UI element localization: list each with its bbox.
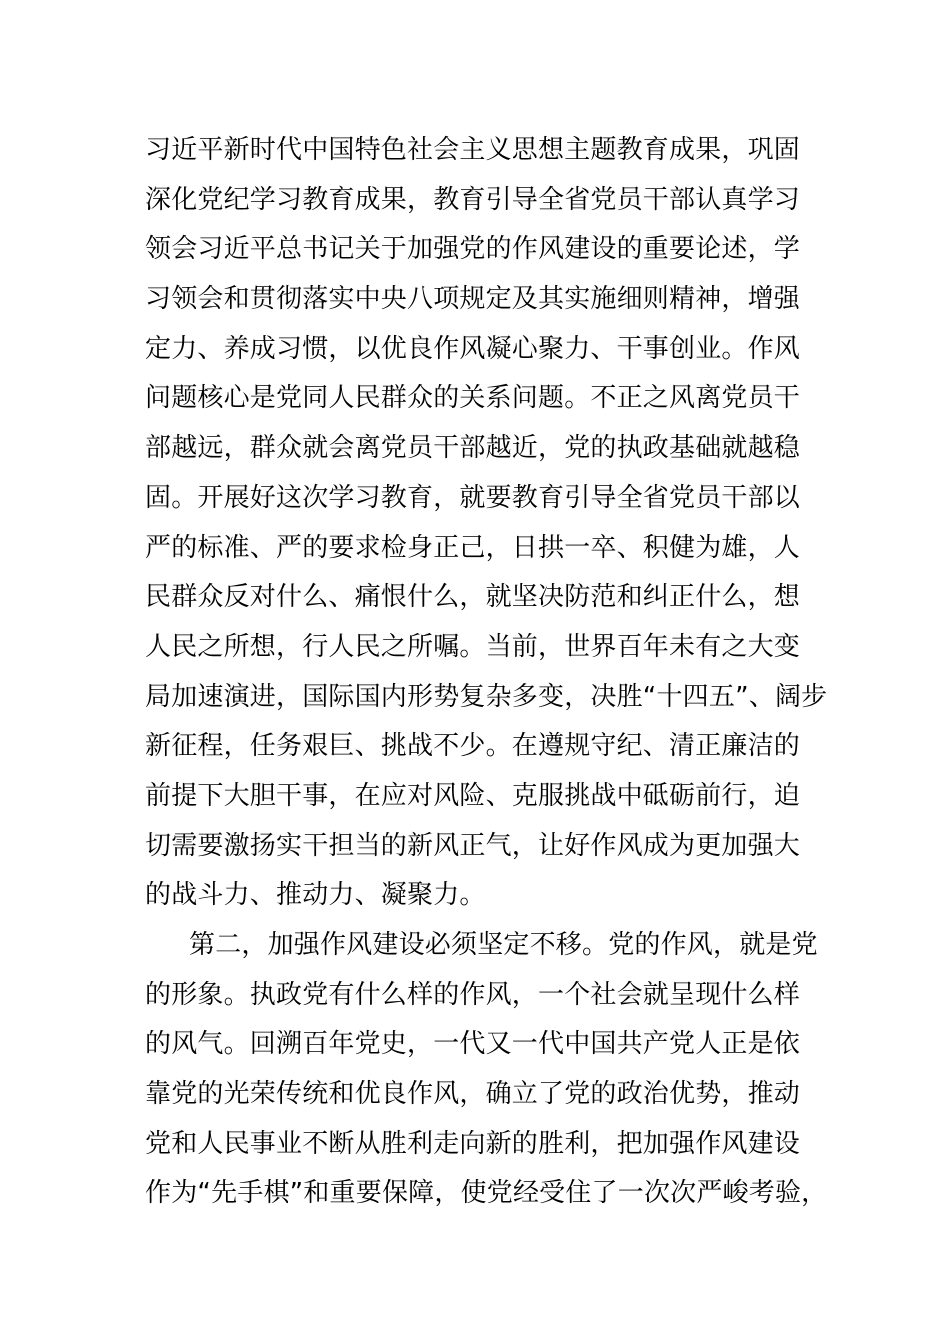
text-line: 部越远，群众就会离党员干部越近，党的执政基础就越稳 bbox=[145, 433, 801, 464]
text-line: 靠党的光荣传统和优良作风，确立了党的政治优势，推动 bbox=[145, 1079, 801, 1110]
text-line: 的形象。执政党有什么样的作风，一个社会就呈现什么样 bbox=[145, 979, 801, 1010]
text-line: 习近平新时代中国特色社会主义思想主题教育成果，巩固 bbox=[145, 135, 801, 165]
text-line: 严的标准、严的要求检身正己，日拱一卒、积健为雄，人 bbox=[145, 532, 801, 563]
text-line: 局加速演进，国际国内形势复杂多变，决胜“十四五”、阔步 bbox=[145, 681, 828, 712]
text-line: 领会习近平总书记关于加强党的作风建设的重要论述，学 bbox=[145, 234, 801, 265]
text-line: 前提下大胆干事，在应对风险、克服挑战中砥砺前行，迫 bbox=[145, 780, 801, 811]
paragraph-start-line: 第二，加强作风建设必须坚定不移。党的作风，就是党 bbox=[189, 930, 818, 960]
text-line: 党和人民事业不断从胜利走向新的胜利，把加强作风建设 bbox=[145, 1128, 801, 1159]
text-line: 的战斗力、推动力、凝聚力。 bbox=[145, 880, 486, 911]
text-line: 问题核心是党同人民群众的关系问题。不正之风离党员干 bbox=[145, 383, 801, 414]
text-line: 固。开展好这次学习教育，就要教育引导全省党员干部以 bbox=[145, 482, 801, 513]
text-line: 人民之所想，行人民之所嘱。当前，世界百年未有之大变 bbox=[145, 631, 801, 662]
text-line: 新征程，任务艰巨、挑战不少。在遵规守纪、清正廉洁的 bbox=[145, 731, 801, 762]
text-line: 定力、养成习惯，以优良作风凝心聚力、干事创业。作风 bbox=[145, 333, 801, 364]
text-line: 作为“先手棋”和重要保障，使党经受住了一次次严峻考验， bbox=[145, 1178, 828, 1209]
text-line: 的风气。回溯百年党史，一代又一代中国共产党人正是依 bbox=[145, 1029, 801, 1060]
text-line: 深化党纪学习教育成果，教育引导全省党员干部认真学习 bbox=[145, 184, 801, 215]
body-text bbox=[145, 126, 828, 1219]
text-line: 切需要激扬实干担当的新风正气，让好作风成为更加强大 bbox=[145, 830, 801, 861]
text-line: 民群众反对什么、痛恨什么，就坚决防范和纠正什么，想 bbox=[145, 582, 801, 613]
text-line: 习领会和贯彻落实中央八项规定及其实施细则精神，增强 bbox=[145, 284, 801, 315]
